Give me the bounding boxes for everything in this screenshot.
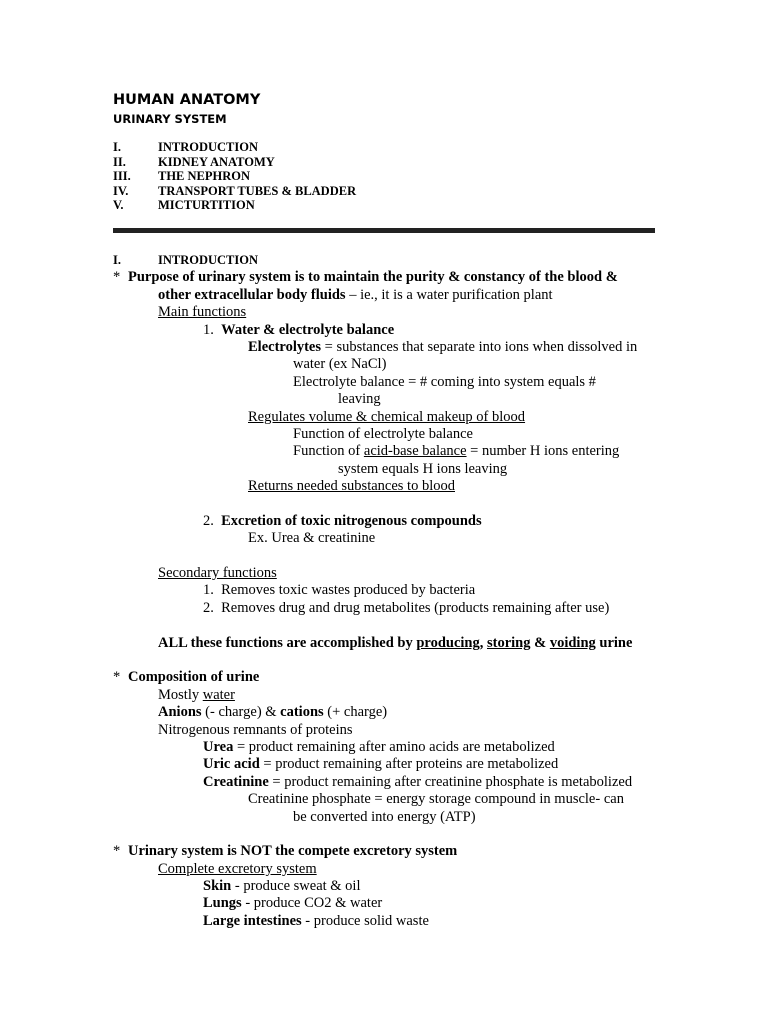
text: Ex. Urea & creatinine: [248, 530, 376, 547]
text: = number H ions entering: [466, 443, 620, 460]
definition: = substances that separate into ions when dissolved in: [321, 338, 638, 355]
text: be converted into energy (ATP): [293, 808, 476, 825]
function-title: Water & electrolyte balance: [221, 321, 395, 338]
func-electrolyte-line: [113, 426, 663, 443]
creatinine-phosphate-cont: [113, 809, 663, 826]
text: storing: [487, 634, 531, 651]
text: voiding: [549, 634, 596, 651]
lungs-line: [113, 895, 663, 912]
text: Removes drug and drug metabolites (products remaining after use): [221, 599, 610, 616]
skin-line: [113, 878, 663, 895]
text: (+ charge): [323, 704, 388, 721]
text: acid-base balance: [363, 443, 467, 460]
uric-acid-line: [113, 756, 663, 773]
text: leaving: [338, 391, 381, 408]
composition-heading: [113, 669, 663, 686]
term: Electrolytes: [248, 338, 322, 355]
text: water: [202, 686, 235, 703]
text: Complete excretory system: [158, 860, 317, 877]
complete-excretory-line: [113, 861, 663, 878]
outline-label: TRANSPORT TUBES & BLADDER: [158, 183, 357, 198]
text: Lungs: [203, 895, 242, 912]
text: Mostly: [158, 686, 203, 703]
section-divider: [113, 228, 655, 233]
electrolytes-line: [113, 339, 663, 356]
urea-line: [113, 739, 663, 756]
nitrogenous-line: [113, 722, 663, 739]
section-heading: [113, 252, 663, 269]
outline-label: MICTURTITION: [158, 198, 255, 213]
text: = product remaining after proteins are metabolized: [259, 756, 559, 773]
electrolytes-cont: [113, 356, 663, 373]
function-2: [113, 513, 663, 530]
list-num: 2.: [203, 599, 214, 616]
spacer: [113, 652, 663, 669]
text: Creatinine phosphate = energy storage compound in muscle- can: [248, 791, 624, 808]
text: Urea: [203, 738, 234, 755]
text: Secondary functions: [158, 565, 277, 582]
secondary-functions-heading: [113, 565, 663, 582]
text: ,: [479, 634, 487, 651]
text: - produce CO2 & water: [241, 895, 383, 912]
document-title: HUMAN ANATOMY: [113, 92, 261, 108]
list-num: 1.: [203, 321, 214, 338]
spacer: [113, 826, 663, 843]
outline-item: [113, 169, 356, 184]
anions-line: [113, 704, 663, 721]
excretory-heading: [113, 843, 663, 860]
outline-label: KIDNEY ANATOMY: [158, 154, 275, 169]
section-label: INTRODUCTION: [158, 253, 259, 267]
large-intestines-line: [113, 913, 663, 930]
text: Urinary system is NOT the compete excretory system: [128, 843, 458, 860]
text: Large intestines: [203, 912, 302, 929]
text: water (ex NaCl): [293, 356, 387, 373]
text: Function of: [293, 443, 364, 460]
secondary-1: [113, 582, 663, 599]
list-num: 1.: [203, 582, 214, 599]
creatinine-phosphate-line: [113, 791, 663, 808]
bullet-star: *: [113, 843, 121, 860]
outline-num: I.: [113, 140, 121, 154]
outline-label: INTRODUCTION: [158, 140, 259, 154]
text: Skin: [203, 878, 232, 895]
outline-num: V.: [113, 198, 124, 213]
text: Anions: [158, 704, 202, 721]
list-num: 2.: [203, 512, 214, 529]
purpose-bold: other extracellular body fluids: [158, 286, 346, 303]
returns-line: [113, 478, 663, 495]
document-body: [113, 252, 663, 930]
text: = product remaining after creatinine phosphate is metabolized: [268, 773, 633, 790]
section-num: I.: [113, 253, 121, 267]
text: Removes toxic wastes produced by bacteria: [221, 582, 476, 599]
func-acid-base-line: [113, 443, 663, 460]
spacer: [113, 617, 663, 634]
purpose-text: Purpose of urinary system is to maintain the purity & constancy of the blood &: [128, 269, 618, 286]
outline-item: [113, 140, 356, 155]
function-2-example: [113, 530, 663, 547]
outline-item: [113, 155, 356, 170]
text: = product remaining after amino acids are metabolized: [233, 738, 555, 755]
text: (- charge) &: [201, 704, 281, 721]
bullet-star: *: [113, 669, 121, 686]
main-functions-heading: [113, 304, 663, 321]
purpose-rest: – ie., it is a water purification plant: [345, 286, 553, 303]
func-acid-base-cont: [113, 461, 663, 478]
spacer: [113, 548, 663, 565]
outline-num: III.: [113, 169, 131, 184]
text: ALL these functions are accomplished by: [158, 634, 417, 651]
mostly-water-line: [113, 687, 663, 704]
text: Uric acid: [203, 756, 260, 773]
text: Creatinine: [203, 773, 269, 790]
main-functions-label: Main functions: [158, 304, 247, 321]
text: &: [530, 634, 550, 651]
outline-item: [113, 198, 356, 213]
electrolyte-balance-cont: [113, 391, 663, 408]
text: Electrolyte balance = # coming into system equals #: [293, 373, 596, 390]
outline-num: IV.: [113, 183, 129, 198]
outline-list: [113, 140, 356, 213]
document-subtitle: URINARY SYSTEM: [113, 112, 227, 126]
outline-item: [113, 184, 356, 199]
text: system equals H ions leaving: [338, 460, 508, 477]
function-1: [113, 322, 663, 339]
text: urine: [595, 634, 633, 651]
text: Regulates volume & chemical makeup of blood: [248, 408, 526, 425]
electrolyte-balance-line: [113, 374, 663, 391]
purpose-line-1: [113, 269, 663, 286]
function-title: Excretion of toxic nitrogenous compounds: [221, 512, 482, 529]
secondary-2: [113, 600, 663, 617]
text: cations: [280, 704, 324, 721]
outline-num: II.: [113, 154, 126, 169]
text: - produce sweat & oil: [231, 878, 361, 895]
text: Function of electrolyte balance: [293, 425, 473, 442]
outline-label: THE NEPHRON: [158, 169, 251, 184]
creatinine-line: [113, 774, 663, 791]
text: producing: [416, 634, 480, 651]
text: Composition of urine: [128, 669, 260, 686]
all-functions-line: [113, 635, 663, 652]
spacer: [113, 495, 663, 512]
text: Returns needed substances to blood: [248, 478, 455, 495]
text: Nitrogenous remnants of proteins: [158, 721, 353, 738]
text: - produce solid waste: [301, 912, 429, 929]
purpose-line-2: [113, 287, 663, 304]
regulates-line: [113, 409, 663, 426]
bullet-star: *: [113, 269, 121, 286]
